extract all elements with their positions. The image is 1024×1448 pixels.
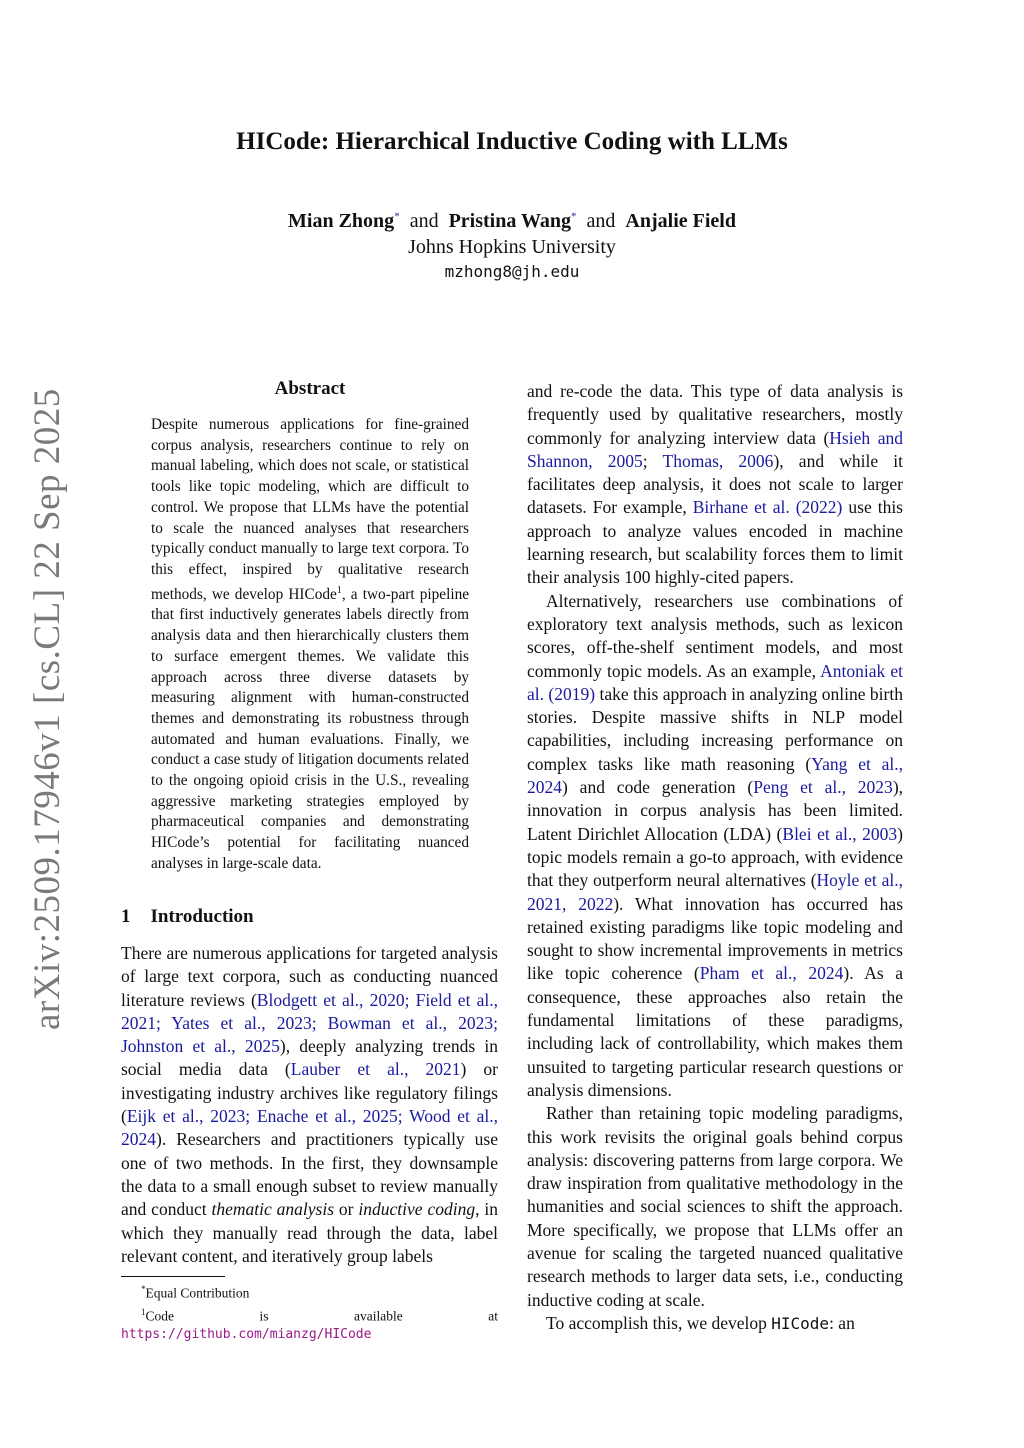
- footnote-2: [121, 1303, 498, 1345]
- citation-link[interactable]: Antoniak et al. (2019): [527, 660, 903, 704]
- text-run: ) and code generation (: [562, 777, 754, 798]
- text-run: take this approach in analyzing online birth stories. Despite massive shifts in NLP model capabilities, including increasing performance on complex tasks like math reasoning (: [527, 683, 903, 774]
- right-column-body: [527, 380, 903, 1335]
- code-name: HICode: [771, 1313, 830, 1333]
- footnote-text: Equal Contribution: [145, 1285, 250, 1301]
- intro-paragraph-1: [121, 942, 498, 1268]
- text-run: ). What innovation has occurred has retained existing paradigms like topic modeling and sought to show incremental improvements in metrics like topic coherence (: [527, 893, 904, 984]
- footnote-1: [121, 1280, 498, 1303]
- text-run: and re-code the data. This type of data analysis is frequently used by qualitative researchers, mostly commonly for analyzing interview data (: [527, 381, 903, 448]
- text-run: ) or investigating industry archives like regulatory filings (: [121, 1059, 499, 1127]
- author-3: Anjalie Field: [625, 210, 736, 232]
- text-run: or: [334, 1199, 359, 1220]
- citation-link[interactable]: Peng et al., 2023: [753, 777, 893, 798]
- citation-link[interactable]: Eijk et al., 2023; Enache et al., 2025; Wood et al., 2024: [121, 1106, 498, 1150]
- text-run: , in which they manually read through the data, label relevant content, and iteratively group labels: [121, 1199, 498, 1266]
- citation-link[interactable]: Blei et al., 2003: [782, 823, 898, 844]
- text-run: ). Researchers and practitioners typically use one of two methods. In the first, they downsample the data to a small enough subset to review manually and conduct: [121, 1129, 498, 1220]
- text-run: Alternatively, researchers use combinations of exploratory text analysis methods, such as lexicon scores, off-the-shelf sentiment models, and most commonly topic models. As an example,: [527, 590, 903, 681]
- text-run: To accomplish this, we develop: [546, 1312, 772, 1333]
- paragraph-continuation: [527, 380, 903, 590]
- text-run: ), and while it facilitates deep analysis, it does not scale to larger datasets. For example,: [527, 450, 904, 518]
- footnote-ref-1[interactable]: 1: [336, 584, 342, 596]
- text-run: ), innovation in corpus analysis has been limited. Latent Dirichlet Allocation (LDA) (: [527, 777, 904, 844]
- paragraph-to-accomplish: [527, 1312, 903, 1335]
- author-1: Mian Zhong: [288, 210, 395, 232]
- emphasis: thematic analysis: [211, 1199, 335, 1220]
- paragraph-rather-than: [527, 1102, 903, 1312]
- author-2: Pristina Wang: [448, 210, 572, 232]
- emphasis: inductive coding: [358, 1199, 476, 1220]
- author-line: [0, 210, 1024, 233]
- citation-link[interactable]: Blodgett et al., 2020; Field et al., 2021; Yates et al., 2023; Bowman et al., 2023; Johnston et al., 2025: [121, 989, 499, 1057]
- section-number: 1: [121, 906, 131, 927]
- citation-link[interactable]: Thomas, 2006: [662, 450, 774, 471]
- author-sep-2: and: [586, 210, 616, 232]
- footnote-text: Code is available at: [145, 1308, 498, 1323]
- arxiv-identifier: arXiv:2509.17946v1 [cs.CL] 22 Sep 2025: [27, 388, 68, 1030]
- citation-link[interactable]: Hoyle et al., 2021, 2022: [527, 870, 903, 914]
- abstract-body: [151, 415, 469, 875]
- paragraph-alternatives: [527, 590, 903, 1103]
- text-run: use this approach to analyze values encoded in machine learning research, but scalability forces them to limit their analysis 100 highly-cited papers.: [527, 497, 903, 588]
- author-1-mark: *: [394, 210, 400, 223]
- citation-link[interactable]: Hsieh and Shannon, 2005: [527, 427, 903, 471]
- citation-link[interactable]: Pham et al., 2024: [699, 963, 844, 984]
- footnote-rule: [121, 1276, 225, 1277]
- text-run: Rather than retaining topic modeling paradigms, this work revisits the original goals behind corpus analysis: discovering patterns from large corpora. We draw inspiration from qualitative methodology in the humanities and social sciences to shift the approach. More specifically, we propose that LLMs offer an avenue for scaling the targeted nuanced qualitative research methods to larger data sets, i.e., conducting inductive coding at scale.: [527, 1103, 903, 1310]
- affiliation: Johns Hopkins University: [408, 236, 616, 258]
- section-title: Introduction: [150, 906, 254, 927]
- text-run: : an: [829, 1312, 855, 1333]
- footnote-mark: 1: [141, 1306, 146, 1317]
- text-run: ), deeply analyzing trends in social media data (: [121, 1036, 498, 1080]
- text-run: ;: [642, 450, 663, 471]
- text-run: ) topic models remain a go-to approach, with evidence that they outperform neural alternatives (: [527, 823, 903, 891]
- abstract-text-2: , a two-part pipeline that first inductively generates labels directly from analysis data and then hierarchically clusters them to surface emergent themes. We validate this approach across three diverse datasets by measuring alignment with human-constructed themes and demonstrating its robustness through automated and human evaluations. Finally, we conduct a case study of litigation documents related to the ongoing opioid crisis in the U.S., revealing aggressive marketing strategies employed by pharmaceutical companies and demonstrating HICode’s potential for facilitating nuanced analyses in large-scale data.: [151, 585, 470, 872]
- citation-link[interactable]: Yang et al., 2024: [527, 753, 903, 798]
- footnote-mark: *: [141, 1284, 146, 1294]
- code-url-link[interactable]: https://github.com/mianzg/HICode: [121, 1327, 372, 1342]
- text-run: ). As a consequence, these approaches also retain the fundamental limitations of these paradigms, including lack of controllability, which makes them unsuited to targeting particular research questions or analysis dimensions.: [527, 963, 903, 1100]
- paper-title: HICode: Hierarchical Inductive Coding with LLMs: [236, 128, 788, 155]
- left-column-body: [121, 942, 498, 1268]
- citation-link[interactable]: Birhane et al. (2022): [692, 497, 843, 518]
- footnotes: [121, 1280, 498, 1344]
- abstract-heading: Abstract: [274, 378, 346, 399]
- abstract-text-1: Despite numerous applications for fine-grained corpus analysis, researchers continue to rely on manual labeling, which does not scale, or statistical tools like topic modeling, which are difficult to control. We propose that LLMs have the potential to scale the nuanced analyses that researchers typically conduct manually to large text corpora. To this effect, inspired by qualitative research methods, we develop HICode: [151, 416, 469, 603]
- author-2-mark: *: [571, 210, 577, 223]
- author-email[interactable]: mzhong8@jh.edu: [444, 262, 580, 281]
- section-heading-introduction: [121, 906, 254, 928]
- text-run: There are numerous applications for targeted analysis of large text corpora, such as conducting nuanced literature reviews (: [121, 943, 498, 1010]
- citation-link[interactable]: Lauber et al., 2021: [290, 1059, 461, 1080]
- author-sep-1: and: [409, 210, 439, 232]
